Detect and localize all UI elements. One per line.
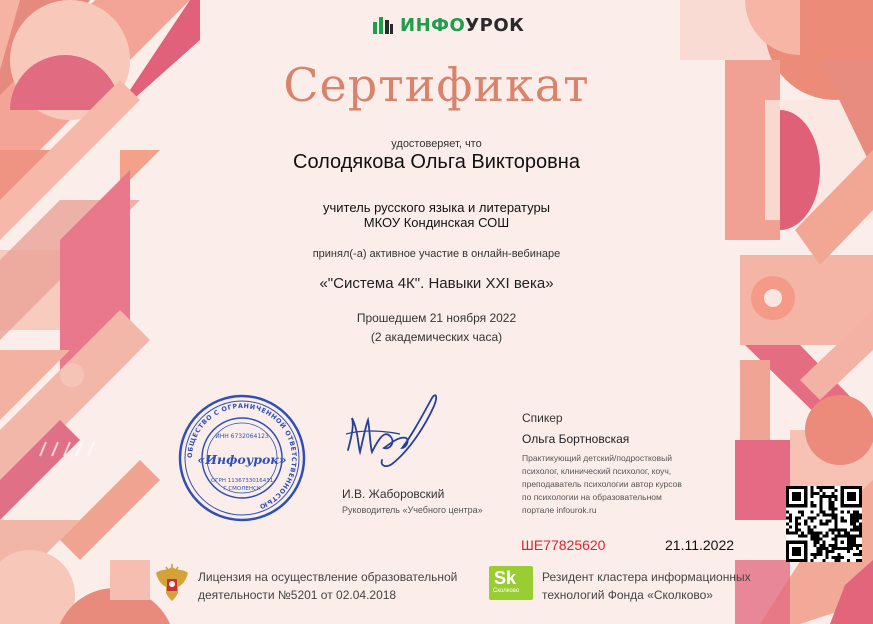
signer-role: Руководитель «Учебного центра» xyxy=(342,505,483,515)
seal-inn: ИНН 6732064123 xyxy=(215,433,269,440)
resident-line-2: технологий Фонда «Сколково» xyxy=(542,588,713,602)
position-line-1: учитель русского языка и литературы xyxy=(322,200,551,215)
speaker-bio-line: портале infourok.ru xyxy=(522,505,597,515)
certificate-number: ШЕ77825620 xyxy=(521,537,606,553)
speaker-bio xyxy=(522,452,722,517)
skolkovo-resident-text xyxy=(542,568,751,604)
hours-text: (2 академических часа) xyxy=(370,330,503,344)
license-text xyxy=(198,568,457,604)
seal-ogrn: ОГРН 1136733016431 xyxy=(210,478,274,484)
logo-text-accent: ИНФО xyxy=(400,14,466,36)
speaker-bio-line: по психологии на образовательном xyxy=(522,492,662,502)
speaker-name: Ольга Бортновская xyxy=(522,432,630,446)
signature xyxy=(340,390,450,480)
speaker-bio-line: Практикующий детский/подростковый xyxy=(522,453,672,463)
seal-city: Г.СМОЛЕНСК xyxy=(223,486,261,492)
certificate-title: Сертификат xyxy=(283,58,590,112)
infourok-logo xyxy=(372,13,524,37)
position-line-2: МКОУ Кондинская СОШ xyxy=(363,215,510,230)
seal-center: «Инфоурок» xyxy=(197,452,287,467)
issue-date: 21.11.2022 xyxy=(665,537,735,553)
organization-seal xyxy=(178,394,306,522)
logo-text-rest: УРОК xyxy=(465,14,525,36)
skolkovo-logo-mark: Sk xyxy=(494,568,517,588)
held-date-text: Прошедшем 21 ноября 2022 xyxy=(356,311,517,325)
coat-of-arms-icon xyxy=(152,563,192,603)
participation-text: принял(-а) активное участие в онлайн-вебинаре xyxy=(312,248,561,260)
logo-bars-icon xyxy=(372,14,394,36)
logo-text xyxy=(400,15,524,36)
recipient-name: Солодякова Ольга Викторовна xyxy=(293,151,580,173)
event-title: «"Система 4К". Навыки XXI века» xyxy=(319,275,554,292)
speaker-bio-line: психолог, клинический психолог, коуч, xyxy=(522,466,672,476)
seal-outer-text: ОБЩЕСТВО С ОГРАНИЧЕННОЙ ОТВЕТСТВЕННОСТЬЮ xyxy=(185,401,299,511)
signer-name: И.В. Жаборовский xyxy=(342,487,445,501)
license-line-1: Лицензия на осуществление образовательной xyxy=(198,570,458,584)
speaker-bio-line: преподаватель психологии автор курсов xyxy=(522,479,682,489)
speaker-heading: Спикер xyxy=(522,411,563,425)
skolkovo-logo xyxy=(489,566,533,600)
qr-code[interactable] xyxy=(786,486,862,562)
license-line-2: деятельности №5201 от 02.04.2018 xyxy=(198,588,397,602)
certifies-text: удостоверяет, что xyxy=(391,138,482,150)
skolkovo-logo-word: Сколково xyxy=(493,588,520,594)
resident-line-1: Резидент кластера информационных xyxy=(542,570,751,584)
